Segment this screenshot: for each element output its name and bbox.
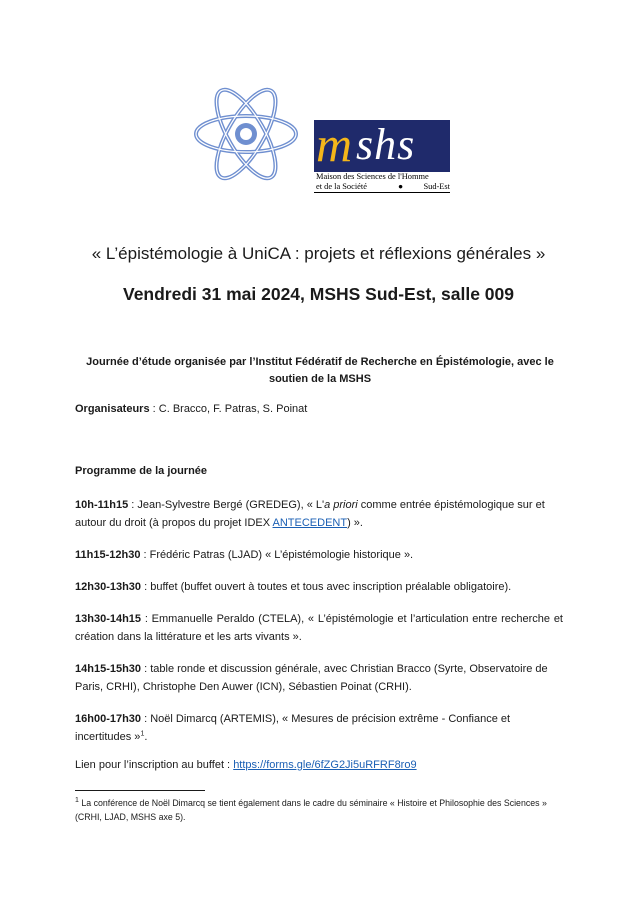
mshs-logo-rule: [314, 192, 450, 193]
programme-text: : Frédéric Patras (LJAD) « L’épistémologie historique ».: [140, 549, 414, 561]
programme-item: [75, 710, 563, 746]
programme-text: : Emmanuelle Peraldo (CTELA), « L’épistémologie et l’articulation entre recherche et création dans la littérature et les arts vivants ».: [75, 613, 563, 643]
programme-time: 16h00-17h30: [75, 713, 142, 725]
programme-text: .: [144, 731, 148, 743]
document-subtitle: Vendredi 31 mai 2024, MSHS Sud-Est, salle 009: [122, 284, 514, 304]
mshs-logo-line2: [316, 182, 450, 192]
buffet-link-line: [75, 756, 563, 774]
buffet-link-label: Lien pour l’inscription au buffet :: [75, 759, 234, 771]
programme-item: [75, 546, 563, 564]
programme-text: : Noël Dimarcq (ARTEMIS), « Mesures de précision extrême - Confiance et incertitudes »: [75, 713, 511, 743]
mshs-logo: [314, 120, 450, 194]
programme-text: : table ronde et discussion générale, avec Christian Bracco (Syrte, Observatoire de Paris, CRHI), Christophe Den Auwer (ICN), Sébastien Poinat (CRHI).: [75, 663, 548, 693]
programme-time: 14h15-15h30: [75, 663, 142, 675]
programme-time: 11h15-12h30: [75, 549, 141, 561]
footnote-reference[interactable]: 1: [140, 730, 145, 738]
programme-text: : Jean-Sylvestre Bergé (GREDEG), « L': [128, 499, 325, 511]
programme-item: [75, 496, 563, 532]
footnote-mark: 1: [75, 797, 79, 805]
programme-emphasis: a priori: [324, 499, 358, 511]
programme-heading: Programme de la journée: [75, 465, 208, 477]
programme-item: [75, 578, 563, 596]
programme-item: [75, 610, 563, 646]
document-title: « L’épistémologie à UniCA : projets et réflexions générales »: [91, 244, 546, 263]
programme-time: 12h30-13h30: [75, 581, 142, 593]
programme-item: [75, 660, 563, 696]
programme-text: ) ».: [347, 517, 363, 529]
mshs-logo-block: [314, 120, 450, 172]
mshs-logo-dot: ●: [398, 182, 404, 191]
programme-text: : buffet (buffet ouvert à toutes et tous avec inscription préalable obligatoire).: [141, 581, 512, 593]
antecedent-link[interactable]: ANTECEDENT: [272, 517, 348, 529]
footnote-text: La conférence de Noël Dimarcq se tient également dans le cadre du séminaire « Histoire et Philosophie des Sciences » (CRHI, LJAD, MSHS axe 5).: [75, 798, 547, 822]
mshs-logo-line2-right: Sud-Est: [423, 182, 450, 191]
organisers-label: Organisateurs: [75, 403, 150, 415]
mshs-logo-line2-left: et de la Société: [316, 182, 367, 191]
footnote: [75, 796, 565, 824]
intro-text: Journée d’étude organisée par l’Institut Fédératif de Recherche en Épistémologie, avec le soutien de la MSHS: [86, 356, 554, 385]
programme-time: 13h30-14h15: [75, 613, 142, 625]
mshs-logo-shs: shs: [356, 120, 416, 169]
logo-header: [0, 0, 637, 230]
organisers-names: : C. Bracco, F. Patras, S. Poinat: [149, 403, 308, 415]
mshs-logo-line1: Maison des Sciences de l'Homme: [316, 172, 429, 181]
programme-time: 10h-11h15: [75, 499, 129, 511]
footnote-divider: [75, 790, 205, 791]
mshs-logo-m: m: [316, 120, 353, 172]
atom-icon: [190, 78, 302, 190]
organisers-line: [75, 400, 563, 418]
buffet-registration-link[interactable]: https://forms.gle/6fZG2Ji5uRFRF8ro9: [233, 759, 417, 771]
programme-text: comme entrée épistémologique sur et autour du droit (à propos du projet IDEX: [75, 499, 545, 529]
